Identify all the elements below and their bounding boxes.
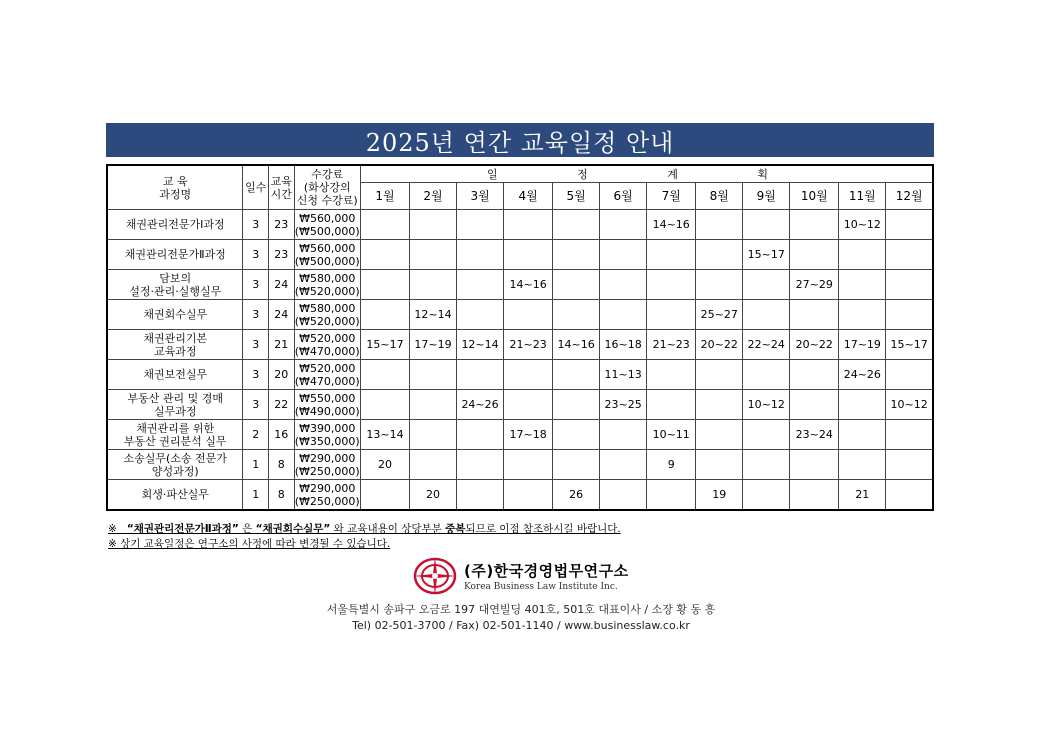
days-cell: 3 [243,330,269,360]
header-month: 2월 [410,183,457,210]
schedule-cell: 13~14 [360,420,409,450]
hours-cell: 16 [268,420,294,450]
schedule-cell [696,360,743,390]
schedule-cell [553,270,600,300]
schedule-cell [360,210,409,240]
schedule-cell [647,300,696,330]
hours-cell: 24 [268,270,294,300]
schedule-cell: 20 [360,450,409,480]
schedule-cell [410,210,457,240]
table-row [107,420,933,450]
company-name-english: Korea Business Law Institute Inc. [464,582,618,592]
fee-cell: ₩390,000 (₩350,000) [294,421,360,448]
table-row [107,210,933,240]
schedule-cell [790,390,839,420]
header-month: 6월 [600,183,647,210]
schedule-cell [696,420,743,450]
contact-line: Tel) 02-501-3700 / Fax) 02-501-1140 / www.businesslaw.co.kr [352,619,690,632]
table-row [107,480,933,511]
schedule-cell [696,240,743,270]
header-month: 10월 [790,183,839,210]
schedule-cell [504,210,553,240]
schedule-cell [839,420,886,450]
table-row [107,330,933,360]
company-emblem-icon [412,556,458,596]
schedule-cell [743,450,790,480]
schedule-cell [839,270,886,300]
course-name-cell: 채권회수실무 [107,300,243,330]
schedule-cell [600,480,647,511]
schedule-cell [839,450,886,480]
schedule-cell [743,270,790,300]
schedule-cell [743,210,790,240]
schedule-cell [839,390,886,420]
fee-cell: ₩290,000 (₩250,000) [294,451,360,478]
schedule-cell [600,240,647,270]
header-hours: 교육 시간 [268,165,294,210]
schedule-cell [410,240,457,270]
table-row [107,450,933,480]
schedule-cell [600,450,647,480]
fee-cell: ₩520,000 (₩470,000) [294,361,360,388]
days-cell: 1 [243,480,269,511]
schedule-cell: 9 [647,450,696,480]
header-month: 11월 [839,183,886,210]
schedule-cell [696,390,743,420]
hours-cell: 8 [268,450,294,480]
schedule-table [106,164,934,511]
schedule-cell [790,360,839,390]
schedule-cell: 10~12 [743,390,790,420]
schedule-cell: 20~22 [790,330,839,360]
schedule-cell [886,300,933,330]
schedule-cell [790,300,839,330]
schedule-cell [647,390,696,420]
schedule-cell [504,360,553,390]
schedule-cell [553,450,600,480]
header-month: 7월 [647,183,696,210]
note-1: ※ “채권관리전문가Ⅱ과정” 은 “채권회수실무” 와 교육내용이 상당부분 중복되므로 이점 참조하시길 바랍니다. [108,523,621,535]
schedule-cell: 21~23 [647,330,696,360]
schedule-cell [600,270,647,300]
schedule-cell: 20 [410,480,457,511]
header-course-name: 교 육 과정명 [107,165,243,210]
company-logo [412,556,629,596]
hours-cell: 23 [268,240,294,270]
schedule-cell [743,300,790,330]
days-cell: 3 [243,270,269,300]
days-cell: 3 [243,360,269,390]
schedule-cell: 14~16 [647,210,696,240]
schedule-cell [696,210,743,240]
days-cell: 3 [243,210,269,240]
schedule-cell: 26 [553,480,600,511]
schedule-cell [790,210,839,240]
schedule-cell [504,480,553,511]
schedule-cell: 27~29 [790,270,839,300]
fee-cell: ₩550,000 (₩490,000) [294,391,360,418]
schedule-cell: 17~18 [504,420,553,450]
header-month: 9월 [743,183,790,210]
course-name-cell: 채권관리전문가Ⅱ과정 [107,240,243,270]
course-name-cell: 채권관리기본 교육과정 [107,330,243,360]
schedule-cell: 24~26 [839,360,886,390]
fee-cell: ₩580,000 (₩520,000) [294,301,360,328]
table-row [107,300,933,330]
hours-cell: 22 [268,390,294,420]
table-row [107,240,933,270]
schedule-cell [839,300,886,330]
schedule-cell [504,450,553,480]
schedule-cell: 21~23 [504,330,553,360]
schedule-cell [553,240,600,270]
schedule-cell: 17~19 [839,330,886,360]
schedule-cell [886,270,933,300]
days-cell: 3 [243,300,269,330]
schedule-cell [457,450,504,480]
days-cell: 1 [243,450,269,480]
schedule-cell: 16~18 [600,330,647,360]
schedule-cell: 14~16 [553,330,600,360]
hours-cell: 21 [268,330,294,360]
schedule-cell [360,270,409,300]
schedule-cell [696,270,743,300]
schedule-cell [647,270,696,300]
schedule-cell: 10~12 [886,390,933,420]
schedule-cell [457,240,504,270]
days-cell: 3 [243,240,269,270]
schedule-cell: 12~14 [457,330,504,360]
fee-cell: ₩290,000 (₩250,000) [294,480,360,511]
course-name-cell: 부동산 관리 및 경매 실무과정 [107,390,243,420]
schedule-cell [360,300,409,330]
schedule-cell [600,300,647,330]
schedule-cell: 14~16 [504,270,553,300]
schedule-cell [886,210,933,240]
header-month: 3월 [457,183,504,210]
schedule-cell: 11~13 [600,360,647,390]
schedule-cell: 12~14 [410,300,457,330]
hours-cell: 23 [268,210,294,240]
schedule-cell [457,300,504,330]
fee-cell: ₩520,000 (₩470,000) [294,331,360,358]
schedule-cell: 24~26 [457,390,504,420]
table-row [107,270,933,300]
course-name-cell: 회생·파산실무 [107,480,243,511]
schedule-cell: 21 [839,480,886,511]
schedule-cell: 17~19 [410,330,457,360]
company-name: (주)한국경영법무연구소 [464,562,629,580]
course-name-cell: 채권관리를 위한 부동산 권리분석 실무 [107,420,243,450]
schedule-cell [743,420,790,450]
schedule-cell [600,420,647,450]
fee-cell: ₩560,000 (₩500,000) [294,241,360,268]
note-2: ※ 상기 교육일정은 연구소의 사정에 따라 변경될 수 있습니다. [108,538,391,550]
schedule-cell [600,210,647,240]
schedule-cell [457,210,504,240]
schedule-cell [457,360,504,390]
hours-cell: 8 [268,480,294,511]
schedule-cell [886,420,933,450]
course-name-cell: 담보의 설정·관리·실행실무 [107,270,243,300]
schedule-cell [504,390,553,420]
schedule-cell [457,270,504,300]
schedule-cell [553,360,600,390]
schedule-cell [790,480,839,511]
schedule-cell [504,240,553,270]
schedule-cell [743,360,790,390]
schedule-cell: 10~12 [839,210,886,240]
schedule-cell [790,240,839,270]
schedule-cell: 20~22 [696,330,743,360]
schedule-cell: 19 [696,480,743,511]
schedule-cell [360,390,409,420]
header-days: 일수 [243,165,269,210]
header-plan: 일 정 계 획 [360,165,933,183]
course-name-cell: 채권보전실무 [107,360,243,390]
schedule-cell [553,390,600,420]
header-month: 5월 [553,183,600,210]
address-line: 서울특별시 송파구 오금로 197 대연빌딩 401호, 501호 대표이사 / 소장 황 동 흥 [326,603,716,616]
schedule-cell [696,450,743,480]
schedule-cell [886,480,933,511]
schedule-cell [457,420,504,450]
schedule-cell [360,480,409,511]
schedule-cell: 10~11 [647,420,696,450]
schedule-cell [743,480,790,511]
schedule-cell [410,420,457,450]
schedule-cell [886,240,933,270]
header-month: 8월 [696,183,743,210]
hours-cell: 24 [268,300,294,330]
course-name-cell: 채권관리전문가Ⅰ과정 [107,210,243,240]
schedule-cell: 23~25 [600,390,647,420]
header-fee: 수강료 (화상강의 신청 수강료) [294,165,360,210]
schedule-cell [553,420,600,450]
page-title: 2025년 연간 교육일정 안내 [106,123,934,157]
schedule-cell: 15~17 [360,330,409,360]
schedule-cell [886,360,933,390]
schedule-cell [360,360,409,390]
schedule-cell [457,480,504,511]
schedule-cell: 22~24 [743,330,790,360]
schedule-cell: 15~17 [886,330,933,360]
header-month: 1월 [360,183,409,210]
schedule-cell [410,390,457,420]
days-cell: 3 [243,390,269,420]
schedule-cell [647,240,696,270]
schedule-cell [553,300,600,330]
schedule-cell [886,450,933,480]
schedule-cell: 23~24 [790,420,839,450]
schedule-cell: 15~17 [743,240,790,270]
fee-cell: ₩560,000 (₩500,000) [294,211,360,238]
schedule-cell: 25~27 [696,300,743,330]
schedule-cell [410,450,457,480]
schedule-cell [647,480,696,511]
schedule-cell [553,210,600,240]
schedule-cell [410,270,457,300]
header-month: 4월 [504,183,553,210]
schedule-cell [360,240,409,270]
notes [108,522,621,552]
schedule-cell [504,300,553,330]
schedule-cell [410,360,457,390]
address-block [0,602,1042,634]
fee-cell: ₩580,000 (₩520,000) [294,271,360,298]
table-row [107,360,933,390]
schedule-cell [790,450,839,480]
hours-cell: 20 [268,360,294,390]
schedule-cell [647,360,696,390]
table-row [107,390,933,420]
course-name-cell: 소송실무(소송 전문가 양성과정) [107,450,243,480]
days-cell: 2 [243,420,269,450]
schedule-cell [839,240,886,270]
header-month: 12월 [886,183,933,210]
